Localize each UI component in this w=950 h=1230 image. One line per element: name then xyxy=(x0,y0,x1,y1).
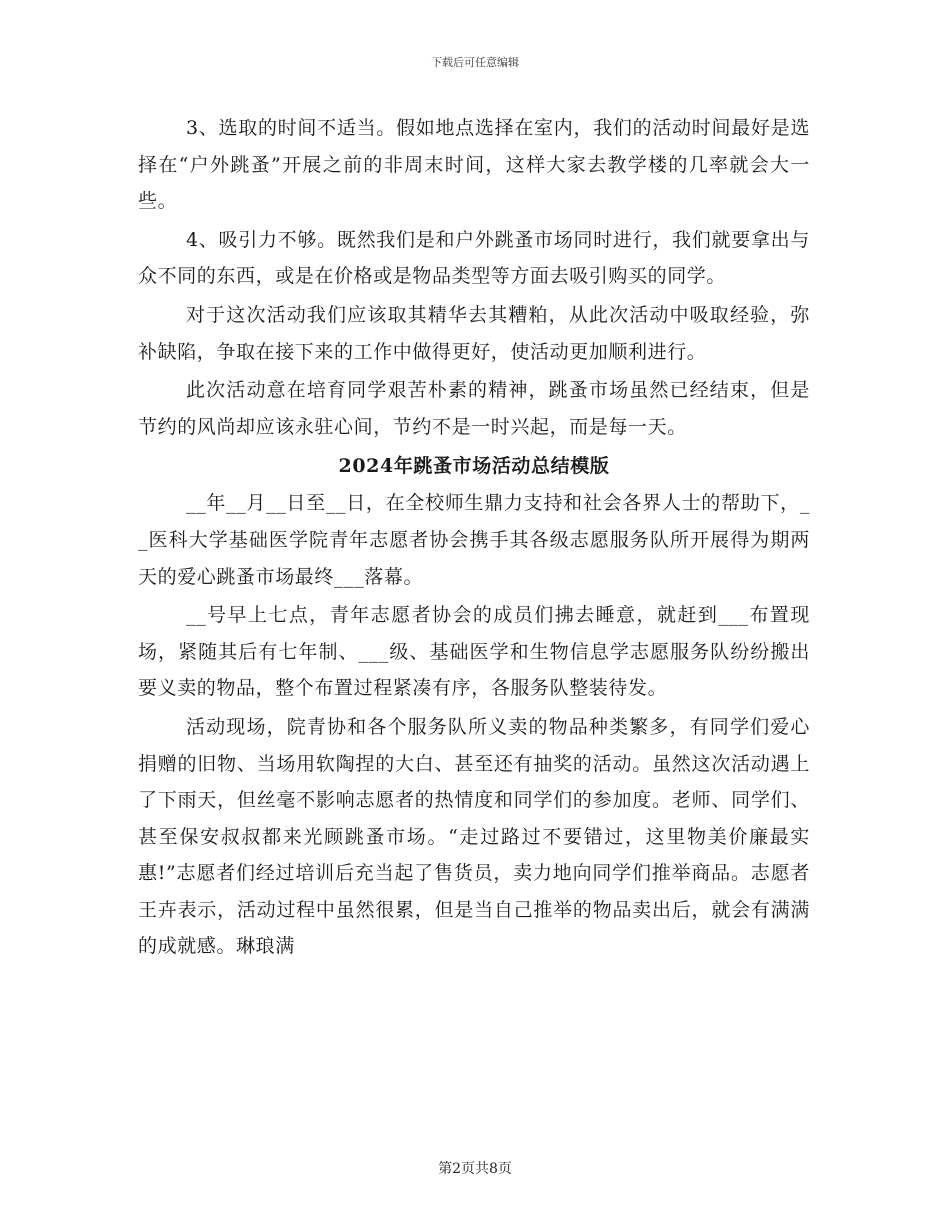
paragraph: __年__月__日至__日，在全校师生鼎力支持和社会各界人士的帮助下，__医科大学基础医学院青年志愿者协会携手其各级志愿服务队所开展得为期两天的爱心跳蚤市场最终___落幕。 xyxy=(138,492,810,588)
page-number: 第2页共8页 xyxy=(438,1161,512,1177)
paragraph: __号早上七点，青年志愿者协会的成员们拂去睡意，就赶到___布置现场，紧随其后有七年制、___级、基础医学和生物信息学志愿服务队纷纷搬出要义卖的物品，整个布置过程紧凑有序，各服务队整装待发。 xyxy=(138,604,810,700)
paragraph: 活动现场，院青协和各个服务队所义卖的物品种类繁多，有同学们爱心捐赠的旧物、当场用软陶捏的大白、甚至还有抽奖的活动。虽然这次活动遇上了下雨天，但丝毫不影响志愿者的热情度和同学们的参加度。老师、同学们、甚至保安叔叔都来光顾跳蚤市场。“走过路过不要错过，这里物美价廉最实惠!”志愿者们经过培训后充当起了售货员，卖力地向同学们推举商品。志愿者王卉表示，活动过程中虽然很累，但是当自己推举的物品卖出后，就会有满满的成就感。琳琅满 xyxy=(138,715,810,958)
section-title: 2024年跳蚤市场活动总结模版 xyxy=(338,455,610,478)
paragraph: 对于这次活动我们应该取其精华去其糟粕，从此次活动中吸取经验，弥补缺陷，争取在接下来的工作中做得更好，使活动更加顺利进行。 xyxy=(138,303,810,363)
document-body xyxy=(138,110,810,965)
paragraph: 4、吸引力不够。既然我们是和户外跳蚤市场同时进行，我们就要拿出与众不同的东西，或是在价格或是物品类型等方面去吸引购买的同学。 xyxy=(138,228,810,288)
page-header-note: 下载后可任意编辑 xyxy=(431,56,519,69)
paragraph: 此次活动意在培育同学艰苦朴素的精神，跳蚤市场虽然已经结束，但是节约的风尚却应该永驻心间，节约不是一时兴起，而是每一天。 xyxy=(138,379,810,438)
paragraph: 3、选取的时间不适当。假如地点选择在室内，我们的活动时间最好是选择在“户外跳蚤”开展之前的非周末时间，这样大家去教学楼的几率就会大一些。 xyxy=(138,117,810,213)
